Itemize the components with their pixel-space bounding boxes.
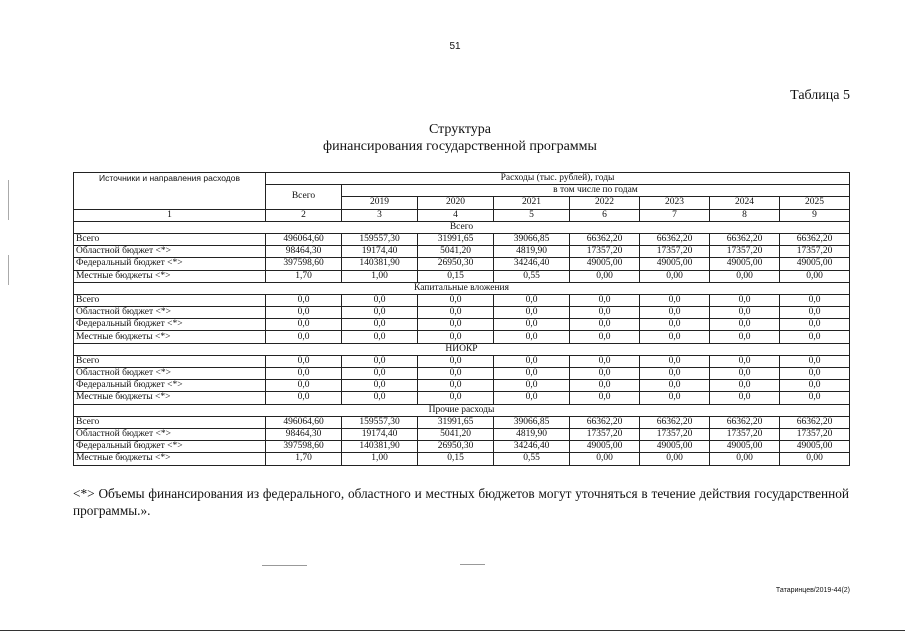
table-cell: 0,0	[570, 294, 640, 306]
header-year: 2021	[494, 197, 570, 209]
table-cell: 17357,20	[710, 428, 780, 440]
section-row	[74, 221, 850, 233]
table-cell: 0,0	[710, 368, 780, 380]
table-cell: 17357,20	[780, 246, 850, 258]
table-cell: 49005,00	[570, 441, 640, 453]
table-cell: 17357,20	[570, 428, 640, 440]
table-cell: 496064,60	[266, 233, 342, 245]
table-cell: 0,0	[640, 392, 710, 404]
table-cell: 5041,20	[418, 428, 494, 440]
header-year: 2020	[418, 197, 494, 209]
table-cell: 397598,60	[266, 258, 342, 270]
table-cell: 0,0	[266, 380, 342, 392]
table-cell: 0,0	[570, 368, 640, 380]
header-year: 2024	[710, 197, 780, 209]
table-cell: 0,0	[710, 307, 780, 319]
table-cell: 0,0	[266, 368, 342, 380]
table-row	[74, 368, 850, 380]
table-cell: 98464,30	[266, 246, 342, 258]
table-cell: 0,0	[780, 331, 850, 343]
row-label: Федеральный бюджет <*>	[74, 258, 266, 270]
table-cell: 0,0	[570, 307, 640, 319]
header-expenses: Расходы (тыс. рублей), годы	[266, 173, 850, 185]
row-label: Федеральный бюджет <*>	[74, 441, 266, 453]
table-cell: 19174,40	[342, 428, 418, 440]
table-cell: 0,0	[710, 380, 780, 392]
section-title: Прочие расходы	[74, 404, 850, 416]
table-cell: 66362,20	[570, 416, 640, 428]
table-cell: 0,0	[266, 307, 342, 319]
header-by-years: в том числе по годам	[342, 185, 850, 197]
table-row	[74, 258, 850, 270]
document-title	[260, 121, 660, 155]
table-cell: 0,0	[780, 319, 850, 331]
table-cell: 0,0	[780, 355, 850, 367]
table-cell: 496064,60	[266, 416, 342, 428]
table-cell: 0,00	[640, 270, 710, 282]
table-cell: 26950,30	[418, 441, 494, 453]
row-label: Всего	[74, 416, 266, 428]
scan-mark	[8, 255, 9, 285]
table-cell: 0,0	[418, 368, 494, 380]
table-cell: 0,0	[494, 307, 570, 319]
table-cell: 1,00	[342, 270, 418, 282]
table-cell: 0,15	[418, 270, 494, 282]
table-header	[74, 173, 850, 222]
column-number: 1	[74, 209, 266, 221]
table-cell: 140381,90	[342, 441, 418, 453]
table-cell: 17357,20	[710, 246, 780, 258]
table-cell: 66362,20	[710, 416, 780, 428]
table-cell: 0,0	[342, 307, 418, 319]
table-cell: 49005,00	[780, 258, 850, 270]
table-cell: 0,00	[780, 270, 850, 282]
table-cell: 0,0	[780, 307, 850, 319]
table-cell: 0,0	[418, 294, 494, 306]
title-line-1: Структура	[428, 122, 492, 137]
section-row	[74, 404, 850, 416]
table-cell: 49005,00	[780, 441, 850, 453]
row-label: Всего	[74, 294, 266, 306]
scan-line	[262, 565, 307, 566]
table-cell: 0,15	[418, 453, 494, 465]
table-cell: 0,0	[342, 294, 418, 306]
table-cell: 0,0	[710, 392, 780, 404]
table-cell: 0,0	[640, 331, 710, 343]
table-cell: 0,00	[640, 453, 710, 465]
table-cell: 0,0	[494, 392, 570, 404]
table-cell: 0,0	[418, 331, 494, 343]
table-cell: 0,0	[494, 368, 570, 380]
table-cell: 66362,20	[640, 233, 710, 245]
table-cell: 4819,90	[494, 246, 570, 258]
table-cell: 17357,20	[640, 246, 710, 258]
table-row	[74, 319, 850, 331]
table-cell: 397598,60	[266, 441, 342, 453]
section-title: НИОКР	[74, 343, 850, 355]
header-year: 2025	[780, 197, 850, 209]
table-cell: 0,0	[780, 380, 850, 392]
table-cell: 0,0	[640, 319, 710, 331]
table-cell: 0,0	[266, 294, 342, 306]
table-cell: 0,0	[494, 319, 570, 331]
table-cell: 34246,40	[494, 441, 570, 453]
table-cell: 0,0	[342, 392, 418, 404]
table-cell: 0,0	[266, 392, 342, 404]
table-cell: 0,0	[640, 368, 710, 380]
table-cell: 49005,00	[710, 441, 780, 453]
table-cell: 0,0	[570, 355, 640, 367]
table-cell: 4819,90	[494, 428, 570, 440]
table-cell: 66362,20	[780, 233, 850, 245]
table-cell: 0,0	[710, 319, 780, 331]
section-title: Всего	[74, 221, 850, 233]
header-year: 2023	[640, 197, 710, 209]
table-cell: 0,0	[418, 380, 494, 392]
row-label: Областной бюджет <*>	[74, 307, 266, 319]
column-number: 3	[342, 209, 418, 221]
row-label: Областной бюджет <*>	[74, 368, 266, 380]
column-number: 4	[418, 209, 494, 221]
table-cell: 0,0	[494, 380, 570, 392]
table-cell: 0,0	[494, 331, 570, 343]
table-cell: 0,0	[418, 319, 494, 331]
table-cell: 5041,20	[418, 246, 494, 258]
table-row	[74, 307, 850, 319]
header-year: 2022	[570, 197, 640, 209]
section-title: Капитальные вложения	[74, 282, 850, 294]
table-cell: 0,00	[780, 453, 850, 465]
table-cell: 0,0	[266, 319, 342, 331]
table-cell: 0,0	[710, 331, 780, 343]
table-cell: 1,70	[266, 453, 342, 465]
table-row	[74, 441, 850, 453]
table-cell: 0,55	[494, 270, 570, 282]
table-cell: 39066,85	[494, 233, 570, 245]
row-label: Местные бюджеты <*>	[74, 331, 266, 343]
row-label: Местные бюджеты <*>	[74, 270, 266, 282]
table-cell: 0,0	[570, 392, 640, 404]
table-cell: 66362,20	[570, 233, 640, 245]
row-label: Всего	[74, 355, 266, 367]
table-cell: 0,00	[710, 453, 780, 465]
header-year: 2019	[342, 197, 418, 209]
table-cell: 0,0	[640, 380, 710, 392]
table-body	[74, 221, 850, 465]
table-cell: 0,00	[710, 270, 780, 282]
table-label: Таблица 5	[790, 88, 850, 103]
table-cell: 0,0	[342, 319, 418, 331]
table-cell: 0,0	[418, 392, 494, 404]
table-cell: 49005,00	[640, 441, 710, 453]
row-label: Федеральный бюджет <*>	[74, 380, 266, 392]
table-row	[74, 246, 850, 258]
table-cell: 0,0	[266, 331, 342, 343]
section-row	[74, 343, 850, 355]
table-cell: 0,00	[570, 270, 640, 282]
scan-mark	[8, 180, 9, 220]
table-cell: 66362,20	[640, 416, 710, 428]
table-cell: 140381,90	[342, 258, 418, 270]
table-cell: 0,0	[570, 380, 640, 392]
financing-table	[73, 172, 850, 466]
column-number: 9	[780, 209, 850, 221]
table-cell: 0,0	[342, 331, 418, 343]
column-number: 2	[266, 209, 342, 221]
table-cell: 0,0	[342, 380, 418, 392]
table-row	[74, 233, 850, 245]
table-cell: 17357,20	[570, 246, 640, 258]
table-cell: 0,0	[418, 307, 494, 319]
column-number: 7	[640, 209, 710, 221]
table-cell: 0,0	[710, 294, 780, 306]
table-cell: 159557,30	[342, 416, 418, 428]
column-number: 6	[570, 209, 640, 221]
scan-line	[460, 564, 485, 565]
table-cell: 17357,20	[780, 428, 850, 440]
table-cell: 0,0	[266, 355, 342, 367]
row-label: Областной бюджет <*>	[74, 428, 266, 440]
section-row	[74, 282, 850, 294]
table-cell: 0,0	[640, 355, 710, 367]
table-cell: 17357,20	[640, 428, 710, 440]
table-cell: 0,0	[780, 368, 850, 380]
table-cell: 34246,40	[494, 258, 570, 270]
table-row	[74, 416, 850, 428]
table-cell: 0,0	[780, 392, 850, 404]
table-cell: 0,0	[640, 307, 710, 319]
row-label: Областной бюджет <*>	[74, 246, 266, 258]
table-cell: 0,0	[342, 355, 418, 367]
table-cell: 31991,65	[418, 233, 494, 245]
table-cell: 159557,30	[342, 233, 418, 245]
table-row	[74, 428, 850, 440]
table-row	[74, 453, 850, 465]
table-cell: 98464,30	[266, 428, 342, 440]
table-cell: 0,0	[570, 331, 640, 343]
table-cell: 0,0	[342, 368, 418, 380]
table-row	[74, 294, 850, 306]
table-cell: 49005,00	[710, 258, 780, 270]
table-row	[74, 392, 850, 404]
table-cell: 0,0	[570, 319, 640, 331]
table-cell: 0,0	[494, 294, 570, 306]
table-cell: 0,0	[640, 294, 710, 306]
table-cell: 0,0	[418, 355, 494, 367]
table-cell: 0,0	[710, 355, 780, 367]
table-cell: 1,70	[266, 270, 342, 282]
table-cell: 0,0	[494, 355, 570, 367]
title-line-2: финансирования государственной программы	[323, 139, 597, 154]
header-total: Всего	[266, 185, 342, 209]
column-number: 8	[710, 209, 780, 221]
page-number: 51	[449, 41, 461, 52]
table-cell: 39066,85	[494, 416, 570, 428]
table-cell: 1,00	[342, 453, 418, 465]
column-number: 5	[494, 209, 570, 221]
table-cell: 19174,40	[342, 246, 418, 258]
table-cell: 31991,65	[418, 416, 494, 428]
table-cell: 66362,20	[780, 416, 850, 428]
table-cell: 0,0	[780, 294, 850, 306]
row-label: Местные бюджеты <*>	[74, 392, 266, 404]
table-row	[74, 270, 850, 282]
table-cell: 49005,00	[640, 258, 710, 270]
row-label: Федеральный бюджет <*>	[74, 319, 266, 331]
table-cell: 66362,20	[710, 233, 780, 245]
row-label: Местные бюджеты <*>	[74, 453, 266, 465]
table-row	[74, 380, 850, 392]
table-cell: 26950,30	[418, 258, 494, 270]
table-cell: 0,55	[494, 453, 570, 465]
row-label: Всего	[74, 233, 266, 245]
table-cell: 0,00	[570, 453, 640, 465]
footnote: <*> Объемы финансирования из федерального, областного и местных бюджетов могут уточняться в течение действия государственной программы.».	[73, 486, 849, 518]
table-row	[74, 355, 850, 367]
table-row	[74, 331, 850, 343]
header-sources: Источники и направления расходов	[74, 173, 266, 210]
table-cell: 49005,00	[570, 258, 640, 270]
scan-line	[0, 630, 905, 631]
document-code: Татаринцев/2019-44(2)	[775, 587, 850, 594]
